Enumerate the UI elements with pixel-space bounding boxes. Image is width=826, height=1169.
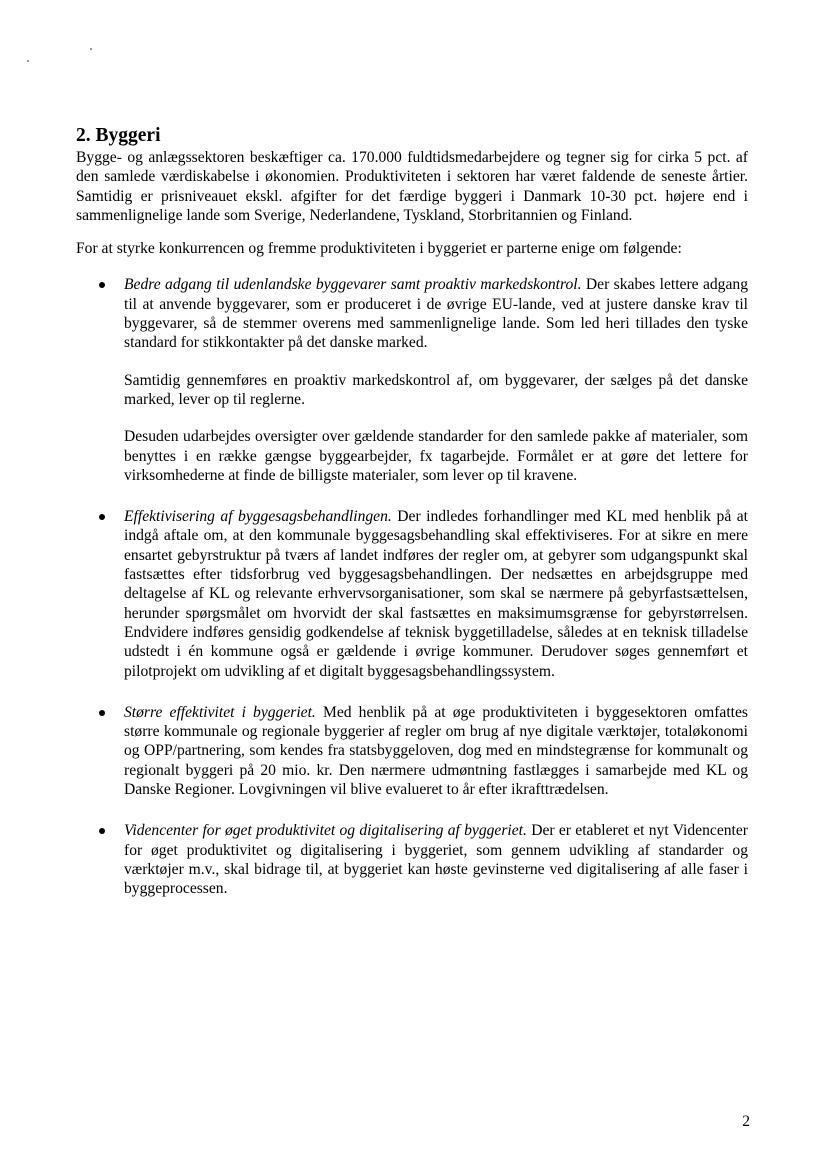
bullet-text: Der er etableret et nyt Videncenter for øget produktivitet og digitalisering i byggeriet, som gennem udvikling af standarder og værktøjer m.v., skal bidrage til, at byggeriet kan høste gevinsterne ved digitalisering af alle faser i byggeprocessen.: [124, 822, 748, 898]
list-item: [76, 275, 748, 485]
bullet-lead: Bedre adgang til udenlandske byggevarer samt proaktiv markedskontrol.: [124, 276, 582, 294]
bullet-icon: [99, 282, 105, 288]
bullet-lead: Effektivisering af byggesagsbehandlingen.: [124, 508, 392, 526]
bullet-paragraph: [124, 821, 748, 898]
bullet-icon: [99, 710, 105, 716]
bullet-icon: [99, 514, 105, 520]
scan-speck: [27, 60, 29, 62]
bullet-text: Der indledes forhandlinger med KL med henblik på at indgå aftale om, at den kommunale byggesagsbehandling skal effektiviseres. For at sikre en mere ensartet gebyrstruktur på tværs af landet indføres der regler om, at gebyrer som udgangspunkt skal fastsættes efter tidsforbrug ved byggesagsbehandlingen. Der nedsættes en arbejdsgruppe med deltagelse af KL og relevante erhvervsorganisationer, som skal se nærmere på gebyrfastsættelsen, herunder spørgsmålet om hvorvidt der skal fastsættes en maksimumsgrænse for gebyrstørrelsen. Endvidere indføres gensidig godkendelse af teknisk byggetilladelse, således at en teknisk tilladelse udstedt i én kommune også er gældende i øvrige kommuner. Derudover søges gennemført et pilotprojekt om udvikling af et digitalt byggesagsbehandlingssystem.: [124, 508, 748, 680]
page-content: [76, 124, 748, 921]
page-number: 2: [742, 1113, 750, 1130]
bullet-lead: Større effektivitet i byggeriet.: [124, 703, 316, 721]
bullet-extra-paragraph: Samtidig gennemføres en proaktiv markedskontrol af, om byggevarer, der sælges på det danske marked, lever op til reglerne.: [124, 371, 748, 408]
section-intro-paragraph: Bygge- og anlægssektoren beskæftiger ca. 170.000 fuldtidsmedarbejdere og tegner sig for cirka 5 pct. af den samlede værdiskabelse i økonomien. Produktiviteten i sektoren har været faldende de seneste årtier. Samtidig er prisniveauet ekskl. afgifter for det færdige byggeri i Danmark 10-30 pct. højere end i sammenlignelige lande som Sverige, Nederlandene, Tyskland, Storbritannien og Finland.: [76, 149, 748, 224]
bullet-icon: [99, 828, 105, 834]
list-item: [76, 821, 748, 898]
bullet-text: Med henblik på at øge produktiviteten i byggesektoren omfattes større kommunale og regionale byggerier af regler om brug af nye digitale værktøjer, totaløkonomi og OPP/partnering, som kendes fra statsbyggeloven, dog med en mindstegrænse for kommunalt og regionalt byggeri på 20 mio. kr. Den nærmere udmøntning fastlægges i samarbejde med KL og Danske Regioner. Lovgivningen vil blive evalueret to år efter ikrafttrædelsen.: [124, 703, 749, 799]
agreement-list: [76, 275, 748, 898]
bullet-paragraph: [124, 275, 748, 352]
section-heading: 2. Byggeri: [76, 125, 161, 146]
bullet-lead: Videncenter for øget produktivitet og digitalisering af byggeriet.: [124, 822, 527, 840]
bullet-extra-paragraph: Desuden udarbejdes oversigter over gældende standarder for den samlede pakke af materialer, som benyttes i en række gængse byggearbejder, fx tagarbejde. Formålet er at gøre det lettere for virksomhederne at finde de billigste materialer, som lever op til kravene.: [124, 428, 748, 484]
bullet-paragraph: [124, 507, 748, 681]
bullet-paragraph: [124, 703, 748, 799]
list-item: [76, 703, 748, 799]
scan-speck: [90, 48, 92, 50]
bullet-text: Der skabes lettere adgang til at anvende byggevarer, som er produceret i de øvrige EU-lande, ved at justere danske krav til byggevarer, så de stemmer overens med sammenlignelige lande. Som led heri tillades den tyske standard for stikkontakter på det danske marked.: [124, 276, 748, 352]
list-item: [76, 507, 748, 681]
agreement-paragraph: For at styrke konkurrencen og fremme produktiviteten i byggeriet er parterne enige om følgende:: [76, 240, 682, 258]
